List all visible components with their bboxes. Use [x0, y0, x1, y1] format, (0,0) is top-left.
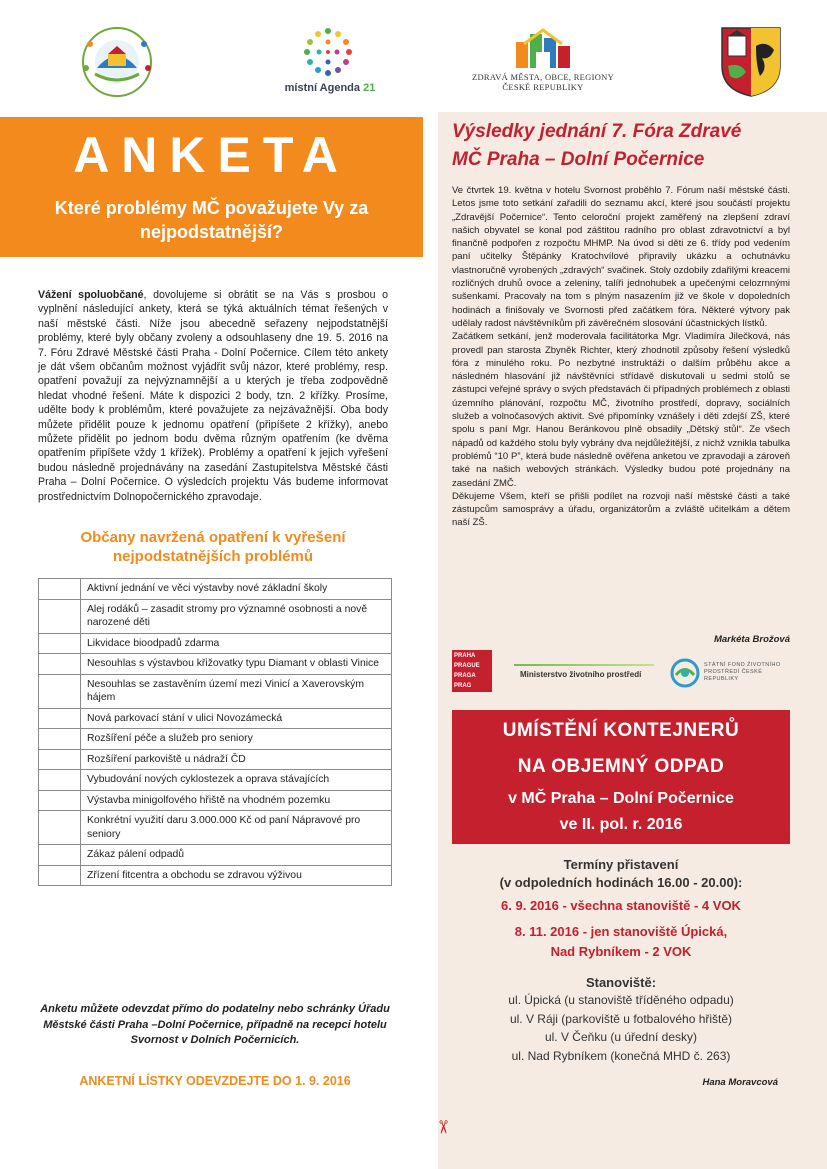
containers-title-line2: NA OBJEMNÝ ODPAD — [517, 756, 725, 777]
option-text: Nová parkovací stání v ulici Novozámecká — [81, 708, 392, 729]
results-paragraph: Děkujeme Všem, kteří se přišli podílet na rozvoji naší městské části a také zástupcům samosprávy a úřadu, organizátorům a zvláště učitelkám a dětem naší ZŠ. — [452, 490, 790, 529]
intro-lead: Vážení spoluobčané — [38, 289, 144, 301]
stations-heading: Stanoviště: — [585, 975, 657, 990]
terms-heading: Termíny přistavení — [563, 857, 679, 872]
options-heading: Občany navržená opatření k vyřešení nejpodstatnějších problémů — [80, 529, 346, 565]
option-text: Nesouhlas s výstavbou křižovatky typu Diamant v oblasti Vinice — [81, 654, 392, 675]
sfzp-logo: STÁTNÍ FOND ŽIVOTNÍHO PROSTŘEDÍ ČESKÉ REPUBLIKY — [670, 654, 792, 694]
option-row — [39, 579, 392, 600]
term-2-line2: Nad Rybníkem - 2 VOK — [550, 944, 692, 959]
station-item: ul. Úpická (u stanoviště tříděného odpadu) — [508, 993, 734, 1007]
option-row — [39, 790, 392, 811]
option-text: Likvidace bioodpadů zdarma — [81, 633, 392, 654]
intro-text: , dovolujeme si obrátit se na Vás s prosbou o vyplnění následující ankety, která se týká aktuálních témat řešených v naší městské části. Níže jsou abecedně seřazeny nejpodstatnější problémy, které byly občany zvoleny a odsouhlaseny dne 19. 5. 2016 na 7. Fóru Zdravé Městské části Praha - Dolní Počernice. Cílem této ankety je dát všem občanům možnost vyjádřit svůj názor, které problémy, resp. opatření považují za nejvýznamnější a u kterých je třeba zodpovědně hledat vhodné řešení. Máte k dispozici 2 body, tzn. 2 křížky. Prosíme, udělte body k problémům, které považujete za nejzávažnější. Oba body můžete přidělit pouze k jednomu opatření (připíšete 2 křížky), anebo můžete přidělit po jednom bodu dvěma různým opatřením (ke dvěma opatřením připíšete vždy 1 křížek). Problémy a opatření k jejich vyřešení budou následně projednávány na zasedání Zastupitelstva Městské části Praha – Dolní Počernice. O výsledcích projektu Vás budeme informovat prostřednictvím Dolnopočernického zpravodaje. — [38, 289, 389, 503]
header-logos — [0, 0, 827, 112]
vote-box[interactable] — [39, 811, 81, 845]
anketa-intro — [38, 288, 388, 504]
containers-terms — [452, 856, 790, 962]
results-title-line2: MČ Praha – Dolní Počernice — [452, 149, 705, 170]
submit-note: Anketu můžete odevzdat přímo do podatelny nebo schránky Úřadu Městské části Praha –Dolní Počernice, případně na recepci hotelu Svornost v Dolních Počernicích. — [40, 1003, 390, 1046]
option-text: Alej rodáků – zasadit stromy pro významné osobnosti a nově narozené děti — [81, 599, 392, 633]
results-author: Markéta Brožová — [713, 634, 790, 645]
option-row — [39, 729, 392, 750]
option-text: Výstavba minigolfového hřiště na vhodném pozemku — [81, 790, 392, 811]
option-row — [39, 811, 392, 845]
option-row — [39, 674, 392, 708]
zdrava-mesta-logo — [468, 28, 618, 98]
results-title-line1: Výsledky jednání 7. Fóra Zdravé — [452, 121, 742, 142]
containers-title-line4: ve II. pol. r. 2016 — [559, 816, 683, 833]
option-row — [39, 708, 392, 729]
results-paragraph: Začátkem setkání, jenž moderovala facilitátorka Mgr. Vladimíra Jilečková, nás provedl pan starosta Zbyněk Richter, který zhodnotil způsoby řešení výsledků fóra z minulého roku. Po nezbytné instruktáži o dalším průběhu akce a následném hlasování již návštěvníci střídavě diskutovali u sedmi stolů se zástupci veřejné správy o svých představách či případných problémech z oblasti územního plánování, rozpočtu MČ, životního prostředí, dopravy, sociálních služeb a volnočasových aktivit. Své připomínky vznášely i děti zdejší ZŠ, které spolu s paní Mgr. Hanou Beránkovou plně obsadily „Dětský stůl“. Ze všech nápadů od každého stolu byly vybrány dva nejdůležitější, z nichž vznikla tabulka problémů “10 P”, která bude následně ověřena anketou ve zpravodaji a zároveň také na našich webových stránkách. Výsledky budou poté projednány na zasedání ZMČ. — [452, 331, 790, 489]
station-item: ul. Nad Rybníkem (konečná MHD č. 263) — [511, 1048, 731, 1063]
option-row — [39, 865, 392, 886]
option-row — [39, 654, 392, 675]
option-text: Aktivní jednání ve věci výstavby nové základní školy — [81, 579, 392, 600]
vote-box[interactable] — [39, 845, 81, 866]
option-row — [39, 845, 392, 866]
mistni-agenda-21-logo — [280, 26, 380, 100]
results-article — [452, 184, 790, 530]
partner-logos — [452, 650, 792, 698]
term-2-line1: 8. 11. 2016 - jen stanoviště Úpická, — [514, 924, 728, 939]
coat-of-arms-icon — [720, 26, 782, 98]
vote-box[interactable] — [39, 599, 81, 633]
agenda-caption: místní Agenda 21 — [284, 82, 376, 94]
option-row — [39, 749, 392, 770]
option-text: Zřízení fitcentra a obchodu se zdravou výživou — [81, 865, 392, 886]
vote-box[interactable] — [39, 674, 81, 708]
scissors-icon: ✂ — [433, 1119, 453, 1135]
vote-box[interactable] — [39, 749, 81, 770]
term-1: 6. 9. 2016 - všechna stanoviště - 4 VOK — [501, 898, 741, 913]
vote-box[interactable] — [39, 865, 81, 886]
option-text: Vybudování nových cyklostezek a oprava stávajících — [81, 770, 392, 791]
vote-box[interactable] — [39, 770, 81, 791]
option-row — [39, 599, 392, 633]
option-text: Zákaz pálení odpadů — [81, 845, 392, 866]
vote-box[interactable] — [39, 579, 81, 600]
station-item: ul. V Ráji (parkoviště u fotbalového hřiště) — [509, 1011, 733, 1026]
terms-hours: (v odpoledních hodinách 16.00 - 20.00): — [499, 875, 743, 890]
option-row — [39, 633, 392, 654]
vote-box[interactable] — [39, 729, 81, 750]
station-item: ul. V Čeňku (u úřední desky) — [544, 1030, 698, 1044]
vote-box[interactable] — [39, 790, 81, 811]
containers-title-line1: UMÍSTĚNÍ KONTEJNERŮ — [502, 720, 740, 741]
options-table — [38, 578, 392, 886]
option-text: Rozšíření parkoviště u nádraží ČD — [81, 749, 392, 770]
anketa-subtitle: Které problémy MČ považujete Vy za nejpodstatnější? — [54, 198, 369, 242]
vote-box[interactable] — [39, 654, 81, 675]
containers-stations — [452, 974, 790, 1065]
vote-box[interactable] — [39, 633, 81, 654]
option-text: Konkrétní využití daru 3.000.000 Kč od paní Nápravové pro seniory — [81, 811, 392, 845]
option-text: Rozšíření péče a služeb pro seniory — [81, 729, 392, 750]
dolni-pocernice-logo — [74, 24, 160, 104]
option-text: Nesouhlas se zastavěním území mezi Vinicí a Xaverovským hájem — [81, 674, 392, 708]
results-paragraph: Ve čtvrtek 19. května v hotelu Svornost proběhlo 7. Fórum naší městské části. Letos jsme toto setkání zařadili do seznamu akcí, které jsou součástí projektu „Zdravější Počernice“. Tento celoroční projekt zaměřený na zlepšení zdraví našich obyvatel se konal pod záštitou radního pro oblast zdravotnictví a byl finančně podpořen z rozpočtu MHMP. Na úvod si děti ze 6. třídy pod vedením paní učitelky Štěpánky Kratochvílové připravily ukázku a ochutnávku vlastnoručně vyrobených „zdravých“ svačinek. Stoly ozdobily zdařilými kreacemi rozličných druhů ovoce a zeleniny, talíři jednohubek a upečenými celozrnnými sušenkami. Pracovaly na tom s plným nasazením již ve škole v dopoledních hodinách a finišovaly ve Svornosti před začátkem fóra. Některé výtvory pak udělaly radost návštěvníkům při závěrečném slosování účastnických lístků. — [452, 185, 790, 329]
containers-title-line3: v MČ Praha – Dolní Počernice — [508, 790, 734, 807]
anketa-title: ANKETA — [73, 127, 350, 183]
deadline-note: ANKETNÍ LÍSTKY ODEVZDEJTE DO 1. 9. 2016 — [79, 1074, 351, 1088]
zdrava-mesta-caption: ZDRAVÁ MĚSTA, OBCE, REGIONY ČESKÉ REPUBLIKY — [471, 72, 615, 92]
mzp-logo: Ministerstvo životního prostředí — [514, 658, 654, 688]
containers-author: Hana Moravcová — [702, 1077, 778, 1088]
praha-logo: PRAHA PRAGUE PRAGA PRAG — [452, 650, 492, 692]
vote-box[interactable] — [39, 708, 81, 729]
option-row — [39, 770, 392, 791]
results-title — [452, 118, 812, 174]
